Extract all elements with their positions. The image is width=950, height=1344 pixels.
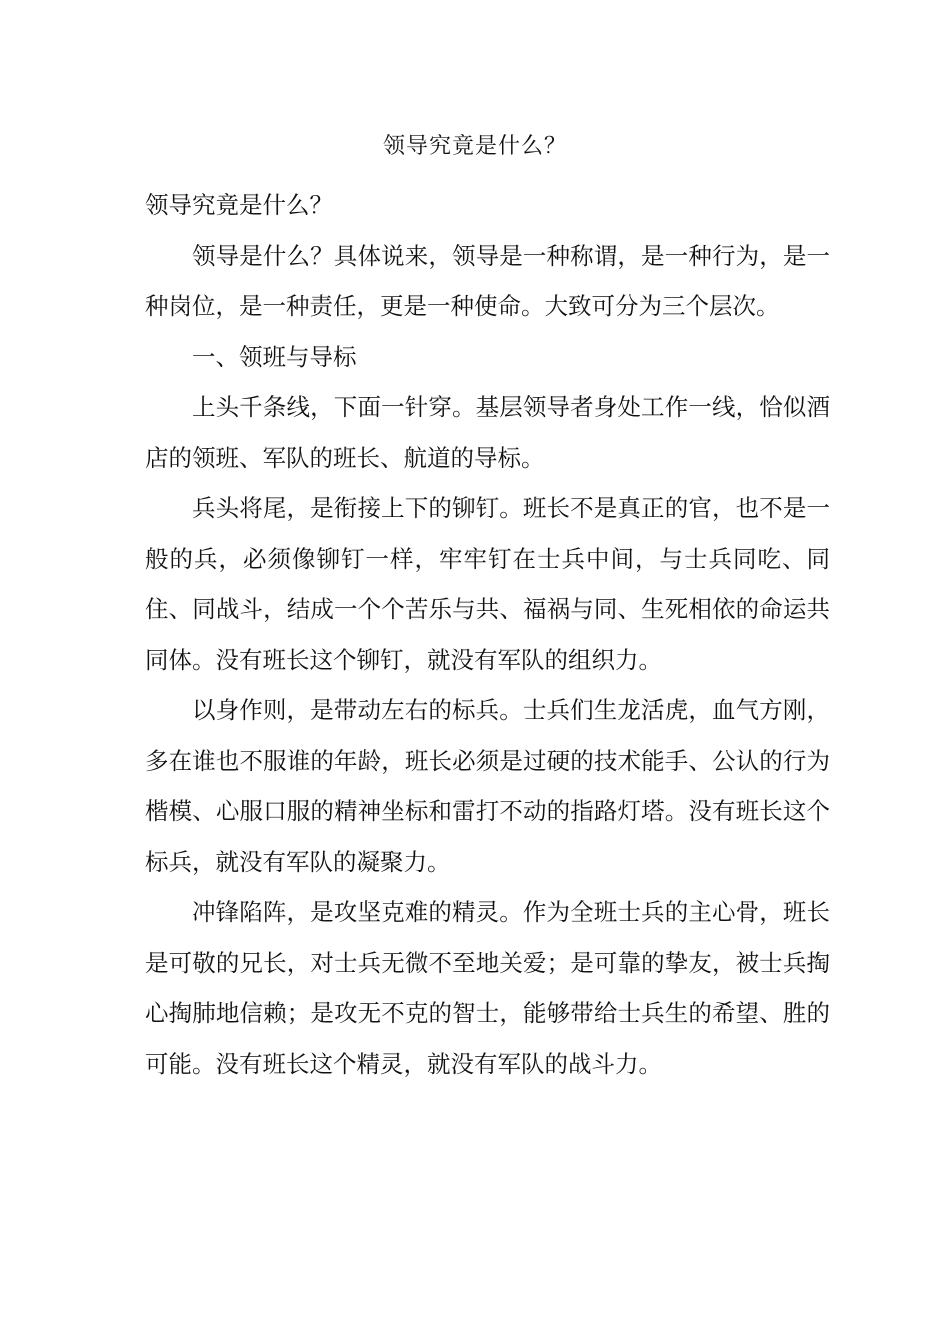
- paragraph-intro: 领导是什么？具体说来，领导是一种称谓，是一种行为，是一种岗位，是一种责任，更是一种使命。大致可分为三个层次。: [145, 241, 830, 320]
- paragraph: 以身作则，是带动左右的标兵。士兵们生龙活虎，血气方刚，多在谁也不服谁的年龄，班长必须是过硬的技术能手、公认的行为楷模、心服口服的精神坐标和雷打不动的指路灯塔。没有班长这个标兵，就没有军队的凝聚力。: [145, 696, 830, 876]
- paragraph: 冲锋陷阵，是攻坚克难的精灵。作为全班士兵的主心骨，班长是可敬的兄长，对士兵无微不至地关爱；是可靠的挚友，被士兵掏心掏肺地信赖；是攻无不克的智士，能够带给士兵生的希望、胜的可能。没有班长这个精灵，就没有军队的战斗力。: [145, 898, 830, 1078]
- document-body: [145, 180, 830, 1089]
- paragraph: 上头千条线，下面一针穿。基层领导者身处工作一线，恰似酒店的领班、军队的班长、航道的导标。: [145, 393, 830, 472]
- paragraph: 兵头将尾，是衔接上下的铆钉。班长不是真正的官，也不是一般的兵，必须像铆钉一样，牢牢钉在士兵中间，与士兵同吃、同住、同战斗，结成一个个苦乐与共、福祸与同、生死相依的命运共同体。没有班长这个铆钉，就没有军队的组织力。: [145, 494, 830, 674]
- page-title: 领导究竟是什么？: [382, 134, 567, 159]
- section-heading: 一、领班与导标: [192, 342, 357, 371]
- subheading: 领导究竟是什么？: [145, 191, 333, 219]
